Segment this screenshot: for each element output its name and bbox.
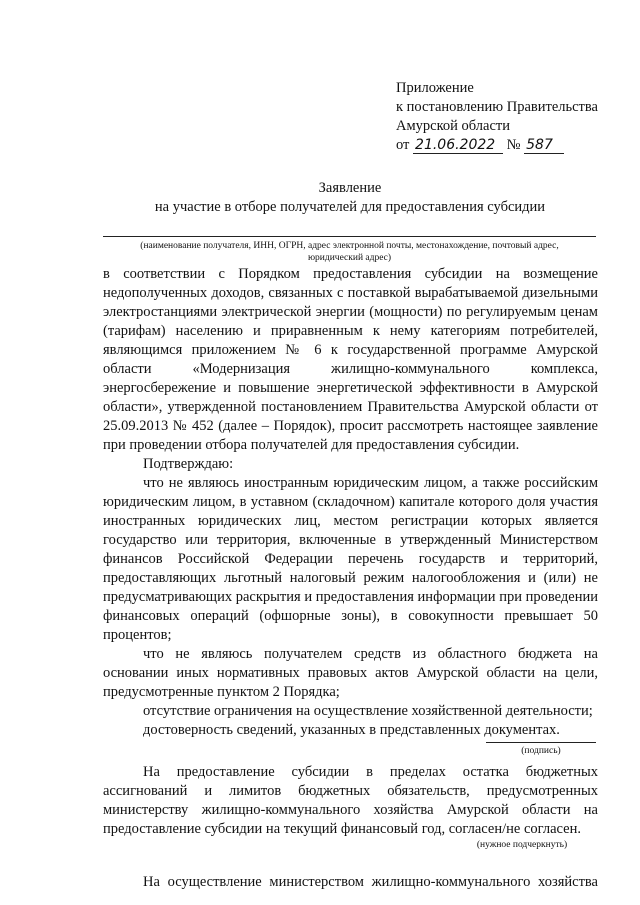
body-line: государство или территория, включенные в утвержденный Министерством	[103, 532, 598, 548]
body-line: отсутствие ограничения на осуществление хозяйственной деятельности;	[143, 703, 593, 719]
body-line: финансов Российской Федерации перечень государств и территорий,	[103, 551, 598, 567]
appendix-line: Приложение	[396, 80, 474, 96]
body-line: На осуществление министерством жилищно-коммунального хозяйства	[143, 874, 598, 890]
body-line: достоверность сведений, указанных в представленных документах.	[143, 722, 560, 738]
handwritten-number: 587	[524, 137, 564, 154]
body-line: при проведении отбора получателей для предоставления субсидии.	[103, 437, 520, 453]
confirm-heading: Подтверждаю:	[143, 456, 234, 472]
body-line: электростанциями электрической энергии (мощности) по регулируемым ценам	[103, 304, 598, 320]
body-line: являющимся приложением № 6 к государственной программе Амурской	[103, 342, 598, 358]
body-line: (тарифам) населению и приравненным к нему категориям потребителей,	[103, 323, 598, 339]
applicant-caption	[103, 240, 596, 264]
document-title: Заявление	[318, 180, 382, 196]
appendix-line: к постановлению Правительства	[396, 99, 598, 115]
appendix-date-number-line	[396, 136, 636, 155]
body-line: предусмотренные пунктом 2 Порядка;	[103, 684, 340, 700]
document-subtitle: на участие в отборе получателей для предоставления субсидии	[154, 199, 546, 215]
body-line: что не являюсь иностранным юридическим лицом, а также российским	[143, 475, 598, 491]
appendix-block	[396, 79, 636, 155]
body-line: финансовых операций (офшорные зоны), в совокупности превышает 50	[103, 608, 598, 624]
body-line: энергосбережение и повышение энергетической эффективности в Амурской	[103, 380, 598, 396]
body-line: юридическим лицом, в уставном (складочном) капитале которого доля участия	[103, 494, 598, 510]
body-line: иностранных юридических лиц, местом регистрации которых является	[103, 513, 598, 529]
consent-line: министерству жилищно-коммунального хозяйства Амурской области на	[103, 802, 598, 818]
body-line: что не являюсь получателем средств из областного бюджета на	[143, 646, 598, 662]
from-prefix: от	[396, 137, 410, 153]
applicant-caption-line: (наименование получателя, ИНН, ОГРН, адрес электронной почты, местонахождение, почтовый адрес,	[140, 241, 559, 251]
body-line: области», утвержденной постановлением Правительства Амурской области от	[103, 399, 598, 415]
body-line: в соответствии с Порядком предоставления субсидии на возмещение	[103, 266, 598, 282]
number-prefix: №	[506, 137, 521, 153]
consent-line: На предоставление субсидии в пределах остатка бюджетных	[143, 764, 598, 780]
consent-line: ассигнований и лимитов бюджетных обязательств, предусмотренных	[103, 783, 598, 799]
body-line: 25.09.2013 № 452 (далее – Порядок), просит рассмотреть настоящее заявление	[103, 418, 598, 434]
applicant-caption-line: юридический адрес)	[307, 253, 392, 263]
appendix-line: Амурской области	[396, 118, 510, 134]
body-line: недополученных доходов, связанных с поставкой вырабатываемой дизельными	[103, 285, 598, 301]
applicant-fill-line	[103, 236, 596, 237]
signature-caption: (подпись)	[521, 746, 561, 756]
body-line: области «Модернизация жилищно-коммунального комплекса,	[103, 361, 598, 377]
signature-line	[486, 742, 596, 743]
underline-caption: (нужное подчеркнуть)	[476, 840, 568, 850]
body-line: предоставляющих льготный налоговый режим налогообложения и (или) не	[103, 570, 598, 586]
handwritten-date: 21.06.2022	[413, 137, 503, 154]
consent-line: предоставление субсидии на текущий финансовый год, согласен/не согласен.	[103, 821, 581, 837]
body-line: основании иных нормативных правовых актов Амурской области на цели,	[103, 665, 598, 681]
body-line: процентов;	[103, 627, 172, 643]
body-line: предусматривающих раскрытия и предоставления информации при проведении	[103, 589, 598, 605]
